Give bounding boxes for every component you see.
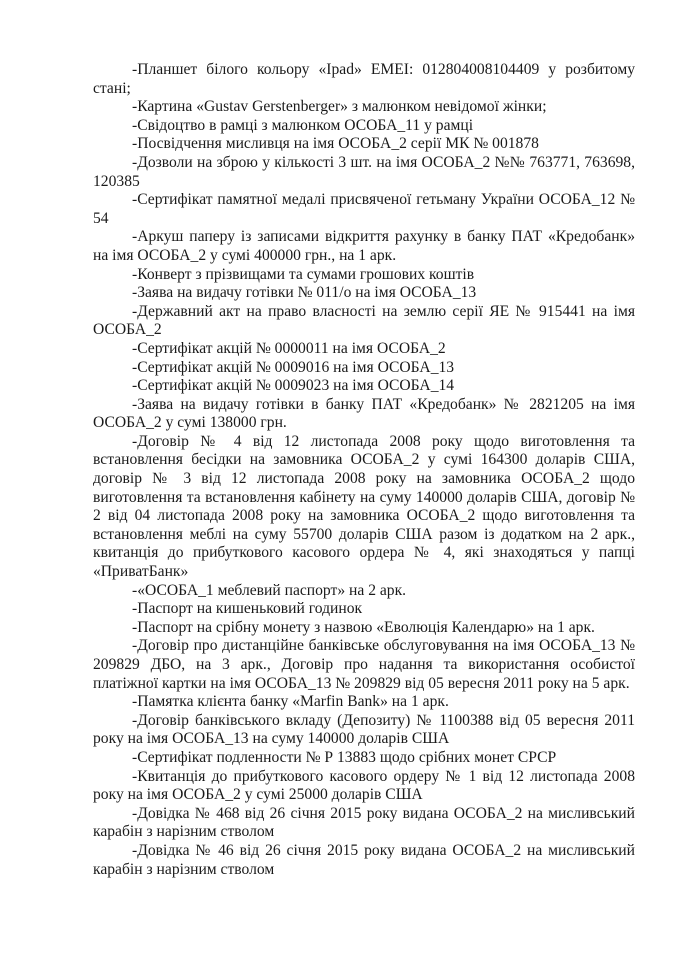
list-item: -Посвідчення мисливця на імя ОСОБА_2 серії МК № 001878 (132, 135, 539, 153)
list-item: -Заява на видачу готівки № 011/о на імя ОСОБА_13 (132, 284, 477, 302)
list-item: -Державний акт на право власності на землю серії ЯЕ № 915441 на імя ОСОБА_2 (93, 302, 635, 339)
list-item: -Конверт з прізвищами та сумами грошових коштів (132, 265, 475, 283)
list-item: -Планшет білого кольору «Ipad» ЕМЕІ: 012804008104409 у розбитому стані; (93, 61, 635, 97)
list-item: -Договір про дистанційне банківське обслуговування на імя ОСОБА_13 № 209829 ДБО, на 3 арк., Договір про надання та використання особистої платіжної картки на імя ОСОБА_13 № 209829 від 05 вересня 2011 року на 5 арк. (93, 637, 635, 692)
list-item: -Довідка № 468 від 26 січня 2015 року видана ОСОБА_2 на мисливський карабін з нарізним стволом (93, 804, 635, 841)
list-item: -Паспорт на срібну монету з назвою «Еволюція Календарю» на 1 арк. (132, 618, 595, 636)
list-item: -Сертифікат памятної медалі присвяченої гетьману України ОСОБА_12 № 54 (93, 191, 635, 227)
list-item: -Сертифікат акцій № 0000011 на імя ОСОБА_2 (132, 339, 446, 357)
list-item: -Аркуш паперу із записами відкриття рахунку в банку ПАТ «Кредобанк» на імя ОСОБА_2 у сумі 400000 грн., на 1 арк. (93, 228, 635, 264)
list-item: -Паспорт на кишеньковий годинок (132, 600, 363, 618)
list-item: -Дозволи на зброю у кількості 3 шт. на імя ОСОБА_2 №№ 763771, 763698, 120385 (93, 153, 635, 190)
list-item: -Свідоцтво в рамці з малюнком ОСОБА_11 у рамці (132, 116, 474, 134)
list-item: -Картина «Gustav Gerstenberger» з малюнком невідомої жінки; (132, 98, 547, 116)
list-item: -Памятка клієнта банку «Marfin Bank» на 1 арк. (132, 693, 449, 711)
list-item: -Квитанція до прибуткового касового ордеру № 1 від 12 листопада 2008 року на імя ОСОБА_2 у сумі 25000 доларів США (93, 767, 635, 804)
list-item: -Заява на видачу готівки в банку ПАТ «Кредобанк» № 2821205 на імя ОСОБА_2 у сумі 138000 грн. (93, 395, 635, 432)
list-item: -«ОСОБА_1 меблевий паспорт» на 2 арк. (132, 581, 407, 599)
list-item: -Договір банківського вкладу (Депозиту) № 1100388 від 05 вересня 2011 року на імя ОСОБА_13 на суму 140000 доларів США (93, 711, 635, 748)
list-item: -Договір № 4 від 12 листопада 2008 року щодо виготовлення та встановлення бесідки на замовника ОСОБА_2 у сумі 164300 доларів США, договір № 3 від 12 листопада 2008 року на замовника ОСОБА_2 щодо виготовлення та встановлення кабінету на суму 140000 доларів США, договір № 2 від 04 листопада 2008 року на замовника ОСОБА_2 щодо виготовлення та встановлення меблі на суму 55700 доларів США разом із додатком на 2 арк., квитанція до прибуткового касового ордера № 4, які знаходяться у папці «ПриватБанк» (93, 432, 635, 581)
list-item: -Сертифікат подленности № Р 13883 щодо срібних монет СРСР (132, 748, 557, 766)
list-item: -Сертифікат акцій № 0009016 на імя ОСОБА_13 (132, 358, 455, 376)
list-item: -Сертифікат акцій № 0009023 на імя ОСОБА_14 (132, 377, 455, 395)
list-item: -Довідка № 46 від 26 січня 2015 року видана ОСОБА_2 на мисливський карабін з нарізним стволом (93, 841, 635, 878)
document-body (93, 61, 635, 879)
